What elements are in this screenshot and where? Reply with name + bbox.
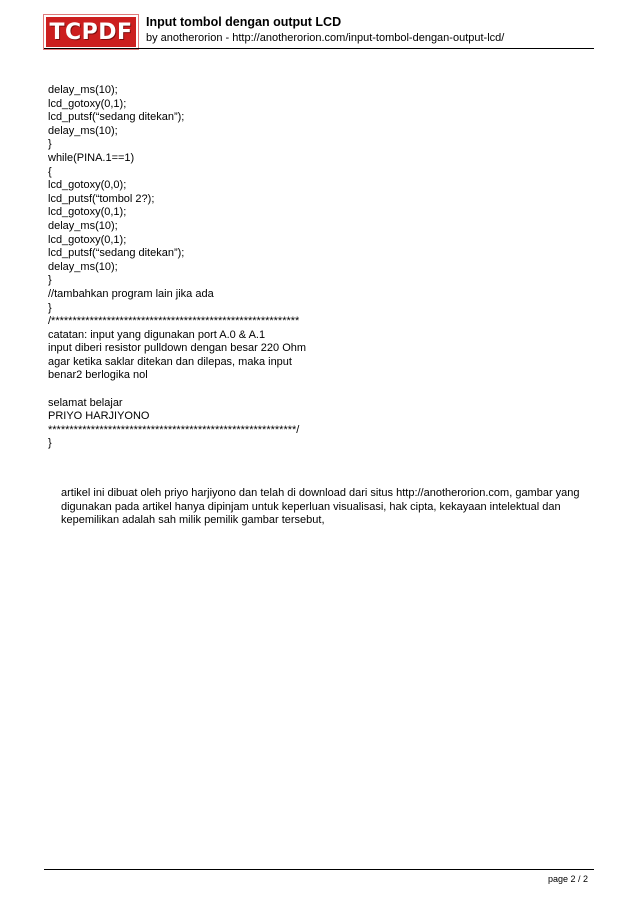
code-line: delay_ms(10); <box>48 219 118 232</box>
code-line: delay_ms(10); <box>48 260 118 273</box>
code-line: delay_ms(10); <box>48 84 118 96</box>
code-line: /********************************************************** <box>48 315 300 328</box>
document-title: Input tombol dengan output LCD <box>146 15 342 29</box>
code-line: selamat belajar <box>48 396 123 409</box>
code-line: { <box>48 165 52 178</box>
code-line: } <box>48 138 52 151</box>
code-line: delay_ms(10); <box>48 124 118 137</box>
code-line: lcd_gotoxy(0,1); <box>48 233 127 246</box>
code-line: lcd_putsf(“sedang ditekan”); <box>48 247 185 260</box>
footer-note-line: kepemilikan adalah sah milik pemilik gambar tersebut, <box>61 514 325 527</box>
code-line: } <box>48 301 52 314</box>
code-line: benar2 berlogika nol <box>48 369 148 382</box>
code-line: PRIYO HARJIYONO <box>48 410 150 423</box>
code-line: **********************************************************/ <box>48 423 300 436</box>
code-line: lcd_putsf(“tombol 2?); <box>48 192 155 205</box>
page-number: page 2 / 2 <box>547 874 588 884</box>
document-subtitle: by anotherorion - http://anotherorion.com/input-tombol-dengan-output-lcd/ <box>146 32 505 44</box>
page-header <box>44 10 594 50</box>
tcpdf-logo: TCPDF <box>44 15 138 49</box>
code-line: while(PINA.1==1) <box>48 151 135 164</box>
code-line: lcd_gotoxy(0,0); <box>48 179 127 192</box>
code-line: } <box>48 274 52 287</box>
footer-divider <box>44 869 594 870</box>
code-line: lcd_gotoxy(0,1); <box>48 97 127 110</box>
code-line: lcd_putsf(“sedang ditekan”); <box>48 111 185 124</box>
footer-note-line: digunakan pada artikel hanya dipinjam untuk keperluan visualisasi, hak cipta, kekayaan intelektual dan <box>61 500 561 513</box>
code-line: input diberi resistor pulldown dengan besar 220 Ohm <box>48 342 307 355</box>
code-line: lcd_gotoxy(0,1); <box>48 206 127 219</box>
code-block <box>48 84 568 451</box>
code-line: //tambahkan program lain jika ada <box>48 287 214 300</box>
code-line: } <box>48 437 52 450</box>
code-line <box>48 383 568 397</box>
footer-note-line: artikel ini dibuat oleh priyo harjiyono dan telah di download dari situs http://anotherorion.com, gambar yang <box>61 487 580 499</box>
header-divider <box>44 48 594 49</box>
code-line: catatan: input yang digunakan port A.0 & A.1 <box>48 328 266 341</box>
code-line: agar ketika saklar ditekan dan dilepas, maka input <box>48 355 292 368</box>
footer-note <box>61 487 581 528</box>
